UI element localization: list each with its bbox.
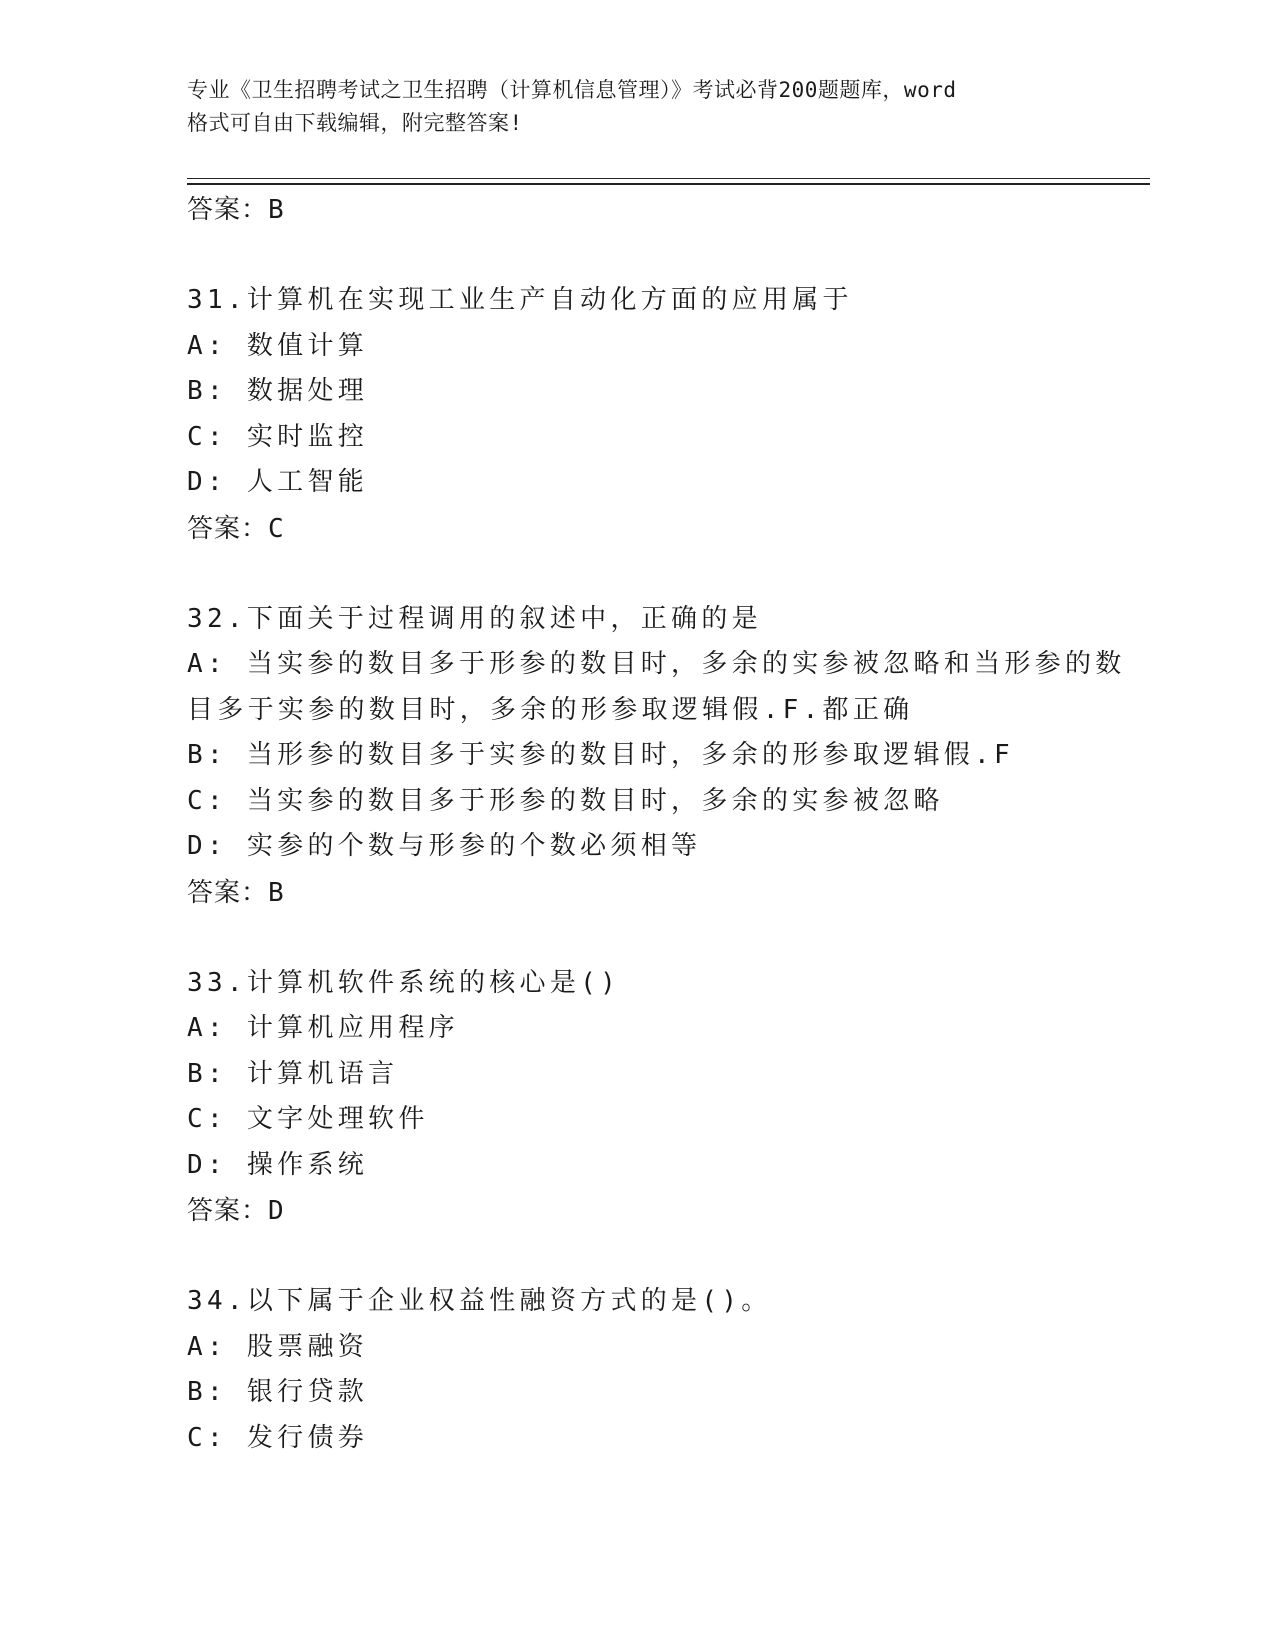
question-list [187, 187, 1126, 1461]
option-d: D: 人工智能 [187, 467, 369, 497]
option-a-continued: 目多于实参的数目时，多余的形参取逻辑假.F.都正确 [187, 694, 914, 725]
option-b: B: 银行贷款 [187, 1377, 369, 1407]
question-34 [187, 1234, 1087, 1461]
header-line-1: 专业《卫生招聘考试之卫生招聘（计算机信息管理）》考试必背200题题库，word [187, 78, 957, 102]
answer-line: 答案：B [187, 877, 285, 908]
question-31 [187, 233, 1087, 552]
question-stem: 33.计算机软件系统的核心是() [187, 967, 621, 998]
header-divider-thick [187, 183, 1150, 185]
document-header [187, 74, 1087, 140]
answer-line: 答案：D [187, 1196, 285, 1226]
option-b: B: 当形参的数目多于实参的数目时，多余的形参取逻辑假.F [187, 740, 1014, 770]
option-c: C: 实时监控 [187, 421, 369, 452]
question-stem: 32.下面关于过程调用的叙述中，正确的是 [187, 603, 762, 634]
question-32 [187, 552, 1126, 916]
option-b: B: 计算机语言 [187, 1058, 399, 1089]
question-33 [187, 916, 1087, 1235]
option-d: D: 操作系统 [187, 1149, 369, 1180]
option-a: A: 股票融资 [187, 1331, 369, 1362]
option-c: C: 发行债券 [187, 1422, 369, 1453]
previous-answer-block [187, 187, 1087, 233]
option-a: A: 计算机应用程序 [187, 1013, 459, 1043]
option-a: A: 当实参的数目多于形参的数目时，多余的实参被忽略和当形参的数 [187, 649, 1126, 679]
option-c: C: 文字处理软件 [187, 1104, 429, 1134]
option-d: D: 实参的个数与形参的个数必须相等 [187, 831, 702, 861]
header-divider-thin [187, 178, 1150, 179]
question-stem: 34.以下属于企业权益性融资方式的是()。 [187, 1286, 772, 1316]
option-c: C: 当实参的数目多于形参的数目时，多余的实参被忽略 [187, 785, 944, 816]
answer-line: 答案：B [187, 195, 285, 225]
header-line-2: 格式可自由下载编辑，附完整答案! [187, 111, 523, 135]
option-a: A: 数值计算 [187, 330, 369, 361]
option-b: B: 数据处理 [187, 376, 369, 406]
answer-line: 答案：C [187, 513, 285, 544]
question-stem: 31.计算机在实现工业生产自动化方面的应用属于 [187, 285, 853, 315]
